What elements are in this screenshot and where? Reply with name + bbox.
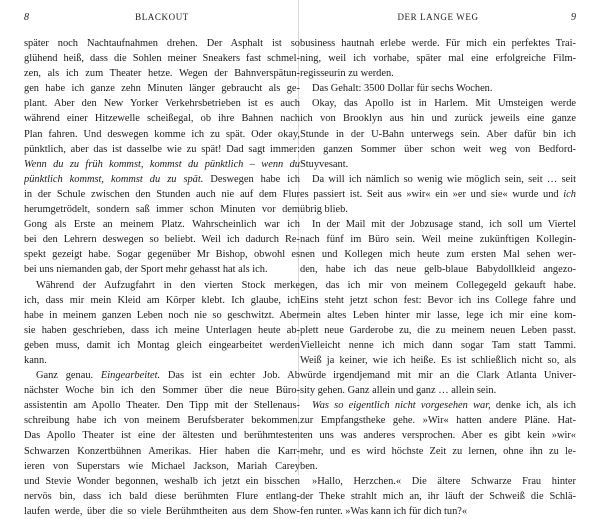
text-line: Das Apollo Theater ist eine der ältesten und berühmtesten: [24, 430, 300, 442]
text-line: pünktlich, aber das ist dasselbe wie zu spät! Dad sagt immer:: [24, 143, 300, 155]
text-line: Ganz genau. Eingearbeitet. Das ist ein echter Job. Ab: [36, 370, 300, 382]
text-line: Während der Aufzugfahrt in den vierten Stock merke: [36, 279, 300, 291]
right-page: [300, 0, 576, 517]
text-line: ich, dass mir mein Kleid am Körper klebt. Ich glaube, ich: [24, 294, 300, 306]
text-line: geben muss, damit ich Montag gleich eingearbeitet werden: [24, 339, 300, 351]
right-page-text: [300, 36, 576, 519]
text-line: nervös bin, dass ich bald diese berühmten Flure entlang-: [24, 490, 300, 502]
text-line: Was so eigentlich nicht vorgesehen war, denke ich, als ich: [312, 400, 576, 412]
text-line: den, habe ich das neue gelb-blaue Babydollkleid angezo-: [300, 264, 576, 276]
text-line: business hautnah erlebe werde. Für mich ein perfektes Trai-: [300, 38, 576, 49]
text-line: und Stevie Wonder begonnen, weshalb ich jetzt ein bisschen: [24, 475, 300, 487]
text-line: Eins steht jetzt schon fest: Bevor ich ins College fahre und: [300, 294, 576, 306]
text-line: Weiß ja keiner, wie ich heiße. Es ist schließlich nicht so, als: [300, 354, 576, 366]
text-line: pünktlich kommst, kommst du zu spät. Deswegen habe ich: [24, 173, 300, 185]
left-running-head: BLACKOUT: [135, 12, 189, 22]
text-line: mein altes Leben hinter mir lasse, lege ich mir eine kom-: [300, 309, 576, 321]
text-line: Das Gehalt: 3500 Dollar für sechs Wochen.: [312, 83, 493, 95]
text-line: Okay, das Apollo ist in Harlem. Mit Umsteigen werde: [312, 98, 576, 110]
text-line: spekt gezeigt habe. Sogar gegenüber Mr Bishop, obwohl es: [24, 249, 300, 261]
text-line: später noch Nachtaufnahmen drehen. Der Asphalt ist so: [24, 38, 300, 49]
text-line: würde irgendjemand mit mir an die Clark Atlanta Univer-: [300, 370, 576, 382]
right-page-header: [300, 12, 576, 26]
text-line: ieren von Superstars wie Michael Jackson, Mariah Carey: [24, 460, 300, 472]
text-line: kann.: [24, 354, 47, 366]
text-line: Stunde in der U-Bahn unterwegs sein. Aber dafür bin ich: [300, 128, 576, 140]
text-line: Stuyvesant.: [300, 158, 349, 170]
text-line: der Theke strahlt mich an, ihr läuft der Schweiß die Schlä-: [300, 490, 576, 502]
right-page-number: 9: [571, 12, 576, 23]
text-line: fen runter. »Was kann ich für dich tun?«: [300, 505, 468, 517]
text-line: übrig blieb.: [300, 204, 348, 216]
text-line: glühend heiß, dass die Sohlen meiner Sneakers fast schmel-: [24, 53, 300, 65]
right-running-head: DER LANGE WEG: [397, 12, 479, 22]
text-line: plett neue Garderobe zu, die zu meinem neuen Leben passt.: [300, 324, 576, 336]
text-line: Da will ich nämlich so wenig wie möglich sein, seit … seit: [312, 173, 576, 185]
text-line: schreibung habe ich von meinem Berufsberater bekommen.: [24, 415, 300, 427]
text-line: zur Empfangstheke gehe. »Wir« hatten andere Pläne. Hat-: [300, 415, 576, 427]
text-line: herumgetrödelt, sondern saß immer schon Minuten vor dem: [24, 204, 300, 216]
text-line: Vielleicht nenne ich mich dann sogar Tam statt Tammi.: [300, 339, 576, 351]
text-line: In der Mail mit der Jobzusage stand, ich soll um Viertel: [312, 219, 576, 231]
text-line: »Hallo, Herzchen.« Die ältere Schwarze Frau hinter: [312, 475, 576, 487]
text-line: bei den Lehrern deswegen so beliebt. Weil ich dadurch Re-: [24, 234, 300, 246]
text-line: sie haben geschrieben, dass ich meine Unterlagen heute ab-: [24, 324, 300, 336]
text-line: mehr, und es wird höchste Zeit zu lernen, ohne ihn zu le-: [300, 445, 576, 457]
text-line: habe in meinem ganzen Leben noch nie so geschwitzt. Aber: [24, 309, 300, 321]
text-line: assistentin am Apollo Theater. Den Tipp mit der Stellenaus-: [24, 400, 300, 412]
text-line: Wenn du zu früh kommst, kommst du pünktlich – wenn du: [24, 158, 300, 170]
text-line: ning, weil ich vorhabe, später mal eine erfolgreiche Film-: [300, 53, 576, 65]
text-line: bei uns niemanden gab, der Sport mehr gehasst hat als ich.: [24, 264, 268, 276]
left-page-header: [24, 12, 300, 26]
text-line: Schwarzen Konzertbühnen Amerikas. Hier haben die Karr-: [24, 445, 300, 457]
text-line: nächster Woche bin ich den Sommer über die neue Büro-: [24, 385, 300, 397]
text-line: ten uns was anderes versprochen. Aber es gibt kein »wir«: [300, 430, 576, 442]
text-line: sity gehen. Ganz allein und ganz … allein sein.: [300, 385, 497, 397]
text-line: gen, das ich mir von meinem Collegegeld gekauft habe.: [300, 279, 576, 291]
text-line: nach fünf im Büro sein. Weil meine zukünftigen Kollegin-: [300, 234, 576, 246]
text-line: ich von Brooklyn aus hin und zurück jeweils eine ganze: [300, 113, 576, 125]
text-line: es passiert ist. Seit aus »wir« ein »er und sie« wurde und ich: [300, 188, 576, 200]
text-line: laufen werde, über die so viele Berühmtheiten aus dem Show-: [24, 505, 300, 517]
text-line: in der Schule zwischen den Stunden auch nie auf dem Flur: [24, 188, 300, 200]
text-line: während einer Hitzewelle scheißegal, ob ihre Bahnen nach: [24, 113, 300, 125]
left-page-number: 8: [24, 12, 29, 23]
text-line: nen und Kollegen mich heute zum ersten Mal sehen wer-: [300, 249, 576, 261]
text-line: zen, als ich zum Theater hetze. Wegen der Bahnverspätun-: [24, 68, 300, 80]
text-line: Gong als Erste an meinem Platz. Wahrscheinlich war ich: [24, 219, 300, 231]
text-line: gen habe ich ganze zehn Minuten länger gebraucht als ge-: [24, 83, 300, 95]
left-page-text: [24, 36, 300, 519]
text-line: ben.: [300, 460, 318, 472]
text-line: regisseurin zu werden.: [300, 68, 394, 80]
text-line: den ganzen Sommer über schon weit weg von Bedford-: [300, 143, 576, 155]
left-page: [24, 0, 300, 517]
text-line: Plan fahren. Und deswegen komme ich zu spät. Oder okay,: [24, 128, 300, 140]
text-line: plant. Aber den New Yorker Verkehrsbetrieben ist es auch: [24, 98, 300, 110]
